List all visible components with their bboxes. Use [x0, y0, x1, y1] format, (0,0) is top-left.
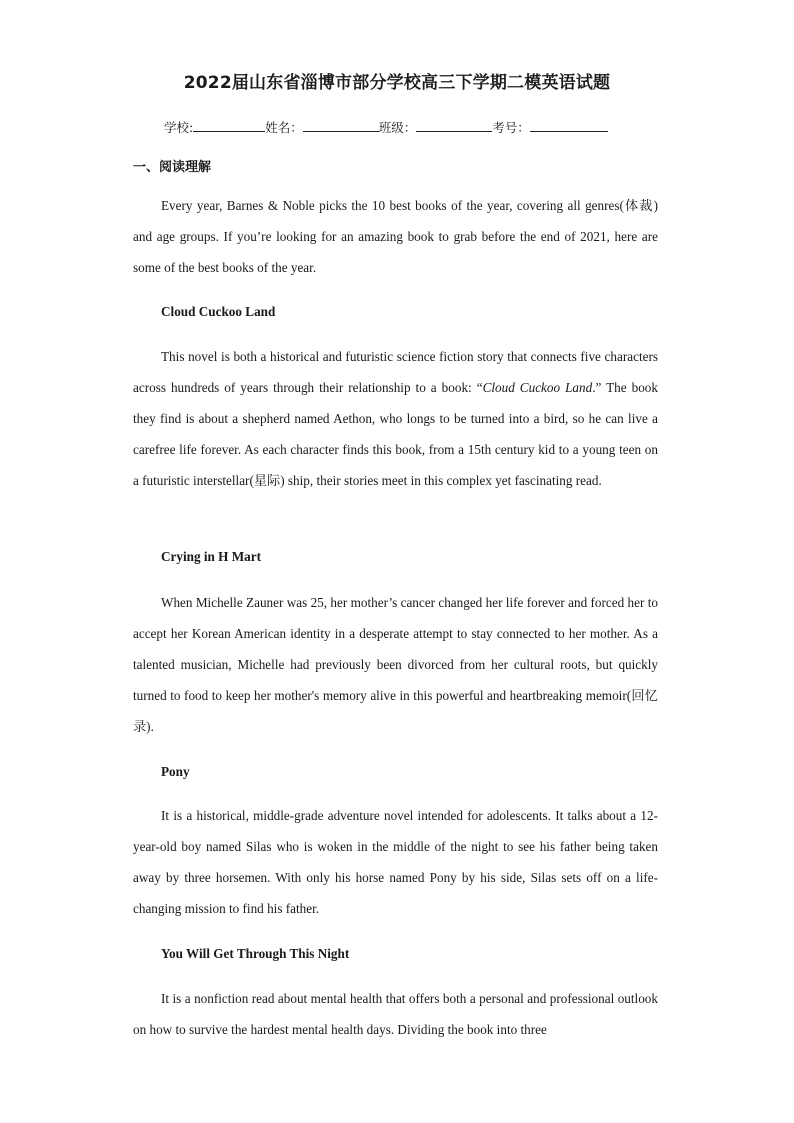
school-blank[interactable] — [193, 118, 265, 132]
exam-number-label: 考号： — [492, 120, 530, 135]
book-heading-you-will-get-through-this-night: You Will Get Through This Night — [161, 946, 350, 961]
section-title: 一、阅读理解 — [133, 160, 212, 175]
book-heading-pony: Pony — [161, 764, 190, 779]
book-paragraph-pony: It is a historical, middle-grade adventure novel intended for adolescents. It talks about a 12-year-old boy named Silas who is woken in the middle of the night to see his father being taken away by three horsemen. With only his horse named Pony by his side, Silas sets off on a life-changing mission to find his father. — [133, 808, 658, 916]
intro-paragraph: Every year, Barnes & Noble picks the 10 best books of the year, covering all genres(体裁) and age groups. If you’re looking for an amazing book to grab before the end of 2021, here are some of the best books of the year. — [133, 198, 658, 275]
paragraph-text: .” The book they find is about a shepherd named Aethon, who longs to be turned into a bird, so he can live a carefree life forever. As each character finds this book, from a 15th century kid to a young teen on a futuristic interstellar(星际) ship, their stories meet in this complex yet fascinating read. — [133, 380, 658, 488]
book-heading-cloud-cuckoo-land: Cloud Cuckoo Land — [161, 304, 276, 319]
paragraph-text: This novel is both a historical and futuristic science fiction story that connects five characters across hundreds of years through their relationship to a book: “ — [133, 349, 658, 395]
name-label: 姓名： — [265, 120, 303, 135]
page-title: 2022届山东省淄博市部分学校高三下学期二模英语试题 — [183, 73, 611, 93]
student-info-line — [164, 118, 684, 136]
name-blank[interactable] — [303, 118, 379, 132]
book-paragraph-you-will-get-through-this-night: It is a nonfiction read about mental health that offers both a personal and professional outlook on how to survive the hardest mental health days. Dividing the book into three — [133, 991, 658, 1037]
class-blank[interactable] — [416, 118, 492, 132]
school-label: 学校: — [164, 120, 194, 135]
book-heading-crying-in-h-mart: Crying in H Mart — [161, 549, 261, 564]
exam-number-blank[interactable] — [530, 118, 608, 132]
class-label: 班级： — [378, 120, 417, 135]
book-paragraph-crying-in-h-mart: When Michelle Zauner was 25, her mother’s cancer changed her life forever and forced her to accept her Korean American identity in a desperate attempt to stay connected to her mother. As a talented musician, Michelle had previously been divorced from her cultural roots, but quickly turned to food to keep her mother's memory alive in this powerful and heartbreaking memoir(回忆录). — [133, 595, 658, 734]
book-paragraph-cloud-cuckoo-land — [133, 341, 658, 496]
book-title-italic: Cloud Cuckoo Land — [482, 380, 593, 395]
